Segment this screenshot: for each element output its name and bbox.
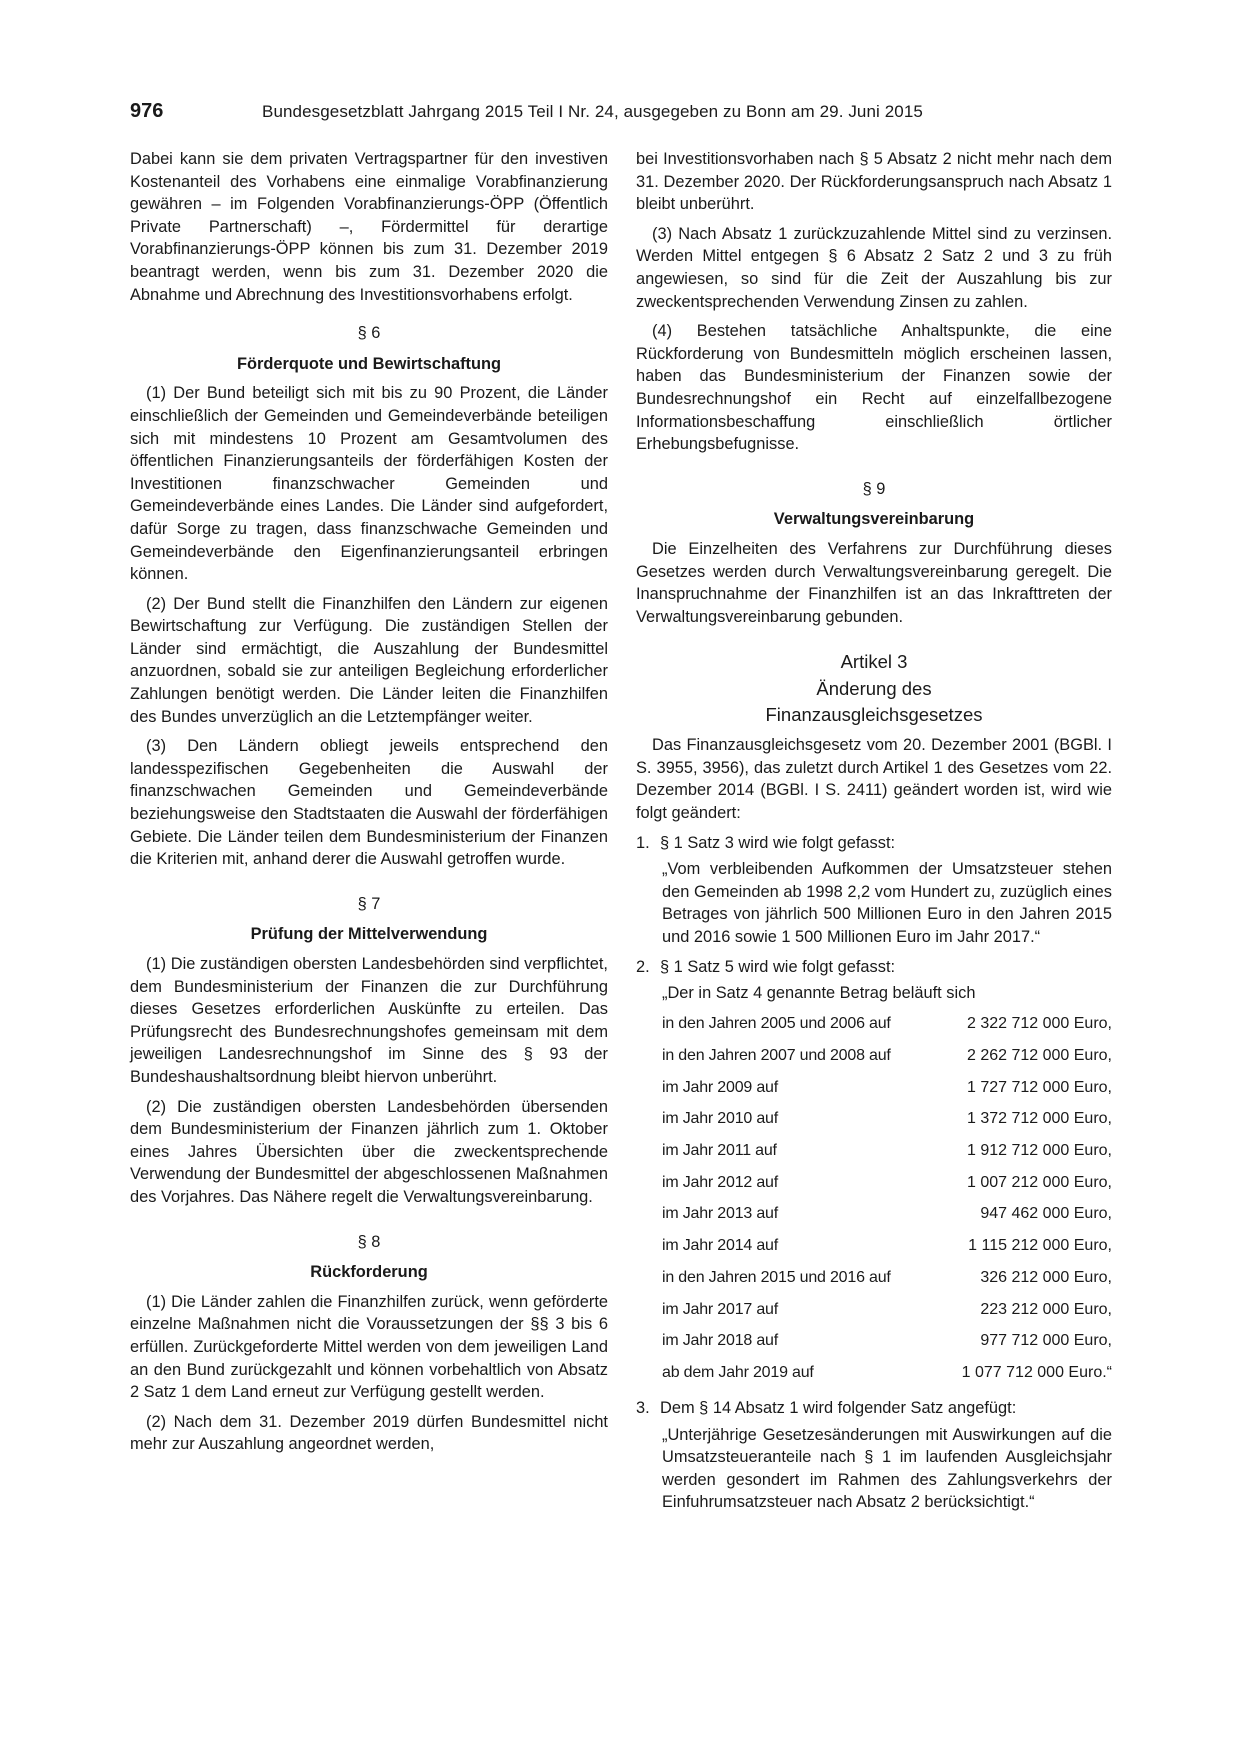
section-7-paragraph-1: (1) Die zuständigen obersten Landesbehörden sind verpflichtet, dem Bundesministerium der Finanzen die zur Durchführung dieses Gesetzes erforderlichen Auskünfte zu erteilen. Das Prüfungsrecht des Bundesrechnungshofes gemeinsam mit dem jeweiligen Landesrechnungshof im Sinne des § 93 der Bundeshaushaltsordnung bleibt hiervon unberührt.	[130, 955, 608, 1086]
artikel-3-title	[636, 676, 1112, 728]
intro-paragraph: Dabei kann sie dem privaten Vertragspartner für den investiven Kostenanteil des Vorhabens eine einmalige Vorabfinanzierung gewähren – im Folgenden Vorabfinanzierungs-ÖPP (Öffentlich Private Partnerschaft) –, Fördermittel für derartige Vorabfinanzierungs-ÖPP können bis zum 31. Dezember 2019 beantragt werden, wenn bis zum 31. Dezember 2020 die Abnahme und Abrechnung des Investitionsvorhabens erfolgt.	[130, 150, 608, 304]
amount-row	[662, 1104, 1112, 1136]
amount-row	[662, 1009, 1112, 1041]
section-8-paragraph-3: (3) Nach Absatz 1 zurückzuzahlende Mittel sind zu verzinsen. Werden Mittel entgegen § 6 Absatz 2 Satz 2 und 3 zu früh angewiesen, so sind für die Zeit der Auszahlung bis zur zweckentsprechenden Verwendung Zinsen zu zahlen.	[636, 224, 1112, 311]
amount-row	[662, 1167, 1112, 1199]
amount-value: 1 077 712 000 Euro.“	[961, 1363, 1112, 1381]
section-6-title: Förderquote und Bewirtschaftung	[236, 354, 502, 373]
page-header	[130, 100, 1110, 130]
item-text: § 1 Satz 5 wird wie folgt gefasst:	[660, 957, 896, 976]
amount-value: 2 262 712 000 Euro,	[966, 1047, 1112, 1065]
amount-period: im Jahr 2012 auf	[662, 1173, 778, 1191]
amount-row	[662, 1357, 1112, 1389]
artikel-3-title-line-1: Änderung des	[816, 678, 932, 700]
amendment-item-3	[636, 1397, 1112, 1420]
page-number: 976	[130, 100, 164, 122]
amount-value: 1 007 212 000 Euro,	[966, 1173, 1112, 1191]
amount-row	[662, 1072, 1112, 1104]
amount-period: im Jahr 2014 auf	[662, 1237, 778, 1255]
amount-period: im Jahr 2011 auf	[662, 1142, 777, 1160]
left-column	[130, 148, 608, 1463]
amount-row	[662, 1294, 1112, 1326]
amendment-quote-2-intro: „Der in Satz 4 genannte Betrag beläuft sich	[662, 984, 976, 1003]
amount-period: in den Jahren 2015 und 2016 auf	[662, 1268, 891, 1286]
section-7-number: § 7	[357, 894, 381, 913]
amendment-item-1	[636, 832, 1112, 855]
section-8-paragraph-4: (4) Bestehen tatsächliche Anhaltspunkte, die eine Rückforderung von Bundesmitteln möglich erscheinen lassen, haben das Bundesministerium der Finanzen sowie der Bundesrechnungshof ein Recht auf einzelfallbezogene Informationsbeschaffung einschließlich örtlicher Erhebungsbefugnisse.	[636, 322, 1112, 454]
amount-period: im Jahr 2018 auf	[662, 1332, 778, 1350]
amount-row	[662, 1199, 1112, 1231]
artikel-3-number: Artikel 3	[840, 651, 908, 673]
section-8-number: § 8	[357, 1232, 381, 1251]
running-title: Bundesgesetzblatt Jahrgang 2015 Teil I Nr. 24, ausgegeben zu Bonn am 29. Juni 2015	[262, 102, 923, 121]
amount-period: im Jahr 2017 auf	[662, 1300, 778, 1318]
amount-row	[662, 1262, 1112, 1294]
amount-row	[662, 1231, 1112, 1263]
amount-table	[662, 1009, 1112, 1389]
item-text: § 1 Satz 3 wird wie folgt gefasst:	[660, 833, 896, 852]
amount-value: 1 912 712 000 Euro,	[966, 1142, 1112, 1160]
amount-value: 223 212 000 Euro,	[980, 1300, 1112, 1318]
item-number: 1.	[636, 833, 650, 852]
amount-row	[662, 1041, 1112, 1073]
artikel-3-title-line-2: Finanzausgleichsgesetzes	[765, 704, 983, 726]
section-8-paragraph-2: (2) Nach dem 31. Dezember 2019 dürfen Bundesmittel nicht mehr zur Auszahlung angeordnet werden,	[130, 1412, 608, 1454]
section-6-paragraph-2: (2) Der Bund stellt die Finanzhilfen den Ländern zur eigenen Bewirtschaftung zur Verfügung. Die zuständigen Stellen der Länder sind ermächtigt, die Auszahlung der Bundesmittel anzuordnen, sobald sie zur anteiligen Begleichung erforderlicher Zahlungen benötigt werden. Die Länder leiten die Finanzhilfen des Bundes unverzüglich an die Letztempfänger weiter.	[130, 594, 608, 726]
amount-period: in den Jahren 2007 und 2008 auf	[662, 1047, 891, 1065]
amount-period: ab dem Jahr 2019 auf	[662, 1363, 814, 1381]
item-text: Dem § 14 Absatz 1 wird folgender Satz angefügt:	[660, 1399, 1017, 1418]
section-6-number: § 6	[357, 324, 381, 343]
section-6-paragraph-1: (1) Der Bund beteiligt sich mit bis zu 90 Prozent, die Länder einschließlich der Gemeinden und Gemeindeverbände beteiligen sich mit mindestens 10 Prozent am Gesamtvolumen des öffentlichen Finanzierungsanteils der förderfähigen Kosten der Investitionen finanzschwacher Gemeinden und Gemeindeverbände eines Landes. Die Länder sind aufgefordert, dafür Sorge zu tragen, dass finanzschwache Gemeinden und Gemeindeverbände den Eigenfinanzierungsanteil erbringen können.	[130, 384, 608, 584]
amount-period: im Jahr 2009 auf	[662, 1078, 778, 1096]
amount-value: 977 712 000 Euro,	[980, 1332, 1112, 1350]
section-7-title: Prüfung der Mittelverwendung	[250, 925, 488, 944]
amount-value: 1 372 712 000 Euro,	[966, 1110, 1112, 1128]
section-8-title: Rückforderung	[310, 1263, 428, 1282]
section-8-paragraph-1: (1) Die Länder zahlen die Finanzhilfen zurück, wenn geförderte einzelne Maßnahmen nicht die Voraussetzungen der §§ 3 bis 6 erfüllen. Zurückgeforderte Mittel werden von dem jeweiligen Land an den Bund zurückgezahlt und können vorbehaltlich von Absatz 2 Satz 1 dem Land erneut zur Verfügung gestellt werden.	[130, 1292, 608, 1402]
amount-value: 326 212 000 Euro,	[980, 1268, 1112, 1286]
artikel-3-intro: Das Finanzausgleichsgesetz vom 20. Dezember 2001 (BGBl. I S. 3955, 3956), das zuletzt durch Artikel 1 des Gesetzes vom 22. Dezember 2014 (BGBl. I S. 2411) geändert worden ist, wird wie folgt geändert:	[636, 736, 1112, 823]
section-9-paragraph-1: Die Einzelheiten des Verfahrens zur Durchführung dieses Gesetzes werden durch Verwaltungsvereinbarung geregelt. Die Inanspruchnahme der Finanzhilfen ist an das Inkrafttreten der Verwaltungsvereinbarung gebunden.	[636, 539, 1112, 626]
section-9-number: § 9	[862, 479, 886, 498]
amount-row	[662, 1326, 1112, 1358]
amount-period: in den Jahren 2005 und 2006 auf	[662, 1015, 891, 1033]
amount-period: im Jahr 2013 auf	[662, 1205, 778, 1223]
section-7-paragraph-2: (2) Die zuständigen obersten Landesbehörden übersenden dem Bundesministerium der Finanzen jährlich zum 1. Oktober eines Jahres Übersichten über die zweckentsprechende Verwendung der Bundesmittel der abgeschlossenen Maßnahmen des Vorjahres. Das Nähere regelt die Verwaltungsvereinbarung.	[130, 1097, 608, 1206]
section-6-paragraph-3: (3) Den Ländern obliegt jeweils entsprechend den landesspezifischen Gegebenheiten die Auswahl der finanzschwachen Gemeinden und Gemeindeverbände beziehungsweise den Stadtstaaten die Auswahl der förderfähigen Gebiete. Die Länder teilen dem Bundesministerium der Finanzen die Kriterien mit, anhand derer die Auswahl getroffen wurde.	[130, 737, 608, 869]
amount-value: 1 727 712 000 Euro,	[966, 1078, 1112, 1096]
section-8-continuation: bei Investitionsvorhaben nach § 5 Absatz 2 nicht mehr nach dem 31. Dezember 2020. Der Rückforderungsanspruch nach Absatz 1 bleibt unberührt.	[636, 150, 1112, 214]
section-9-title: Verwaltungsvereinbarung	[773, 510, 975, 529]
amendment-quote-3: „Unterjährige Gesetzesänderungen mit Auswirkungen auf die Umsatzsteueranteile nach § 1 im laufenden Ausgleichsjahr werden gesondert im Rahmen des Zahlungsverkehrs der Einfuhrumsatzsteuer nach Absatz 2 berücksichtigt.“	[662, 1425, 1112, 1512]
amount-row	[662, 1136, 1112, 1168]
amendment-quote-1: „Vom verbleibenden Aufkommen der Umsatzsteuer stehen den Gemeinden ab 1998 2,2 vom Hundert zu, zuzüglich eines Betrages von jährlich 500 Millionen Euro in den Jahren 2015 und 2016 sowie 1 500 Millionen Euro im Jahr 2017.“	[662, 860, 1112, 947]
item-number: 3.	[636, 1399, 650, 1418]
amendment-item-2	[636, 956, 1112, 979]
item-number: 2.	[636, 957, 650, 976]
right-column	[636, 148, 1112, 1521]
amount-value: 947 462 000 Euro,	[980, 1205, 1112, 1223]
amount-value: 1 115 212 000 Euro,	[968, 1237, 1112, 1255]
amount-value: 2 322 712 000 Euro,	[966, 1015, 1112, 1033]
amount-period: im Jahr 2010 auf	[662, 1110, 778, 1128]
